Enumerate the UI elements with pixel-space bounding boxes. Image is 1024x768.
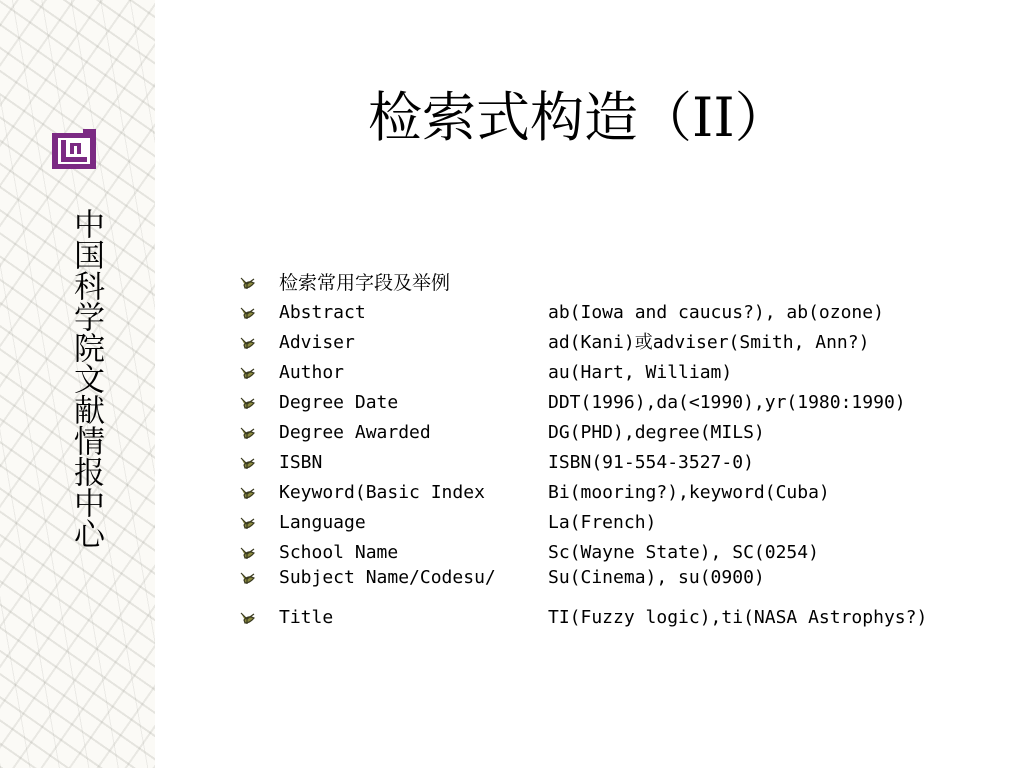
list-item [240,301,1000,325]
list-item [240,606,1000,630]
field-example: DG(PHD),degree(MILS) [548,422,765,443]
list-item [240,361,1000,385]
slide-title: 检索式构造（II） [368,86,789,149]
leaf-bullet-icon [240,306,256,320]
leaf-bullet-icon [240,571,256,585]
field-example: La(French) [548,512,657,533]
organization-name: 中国科学院文献情报中心 [68,208,104,549]
sidebar [0,0,155,768]
field-example: TI(Fuzzy logic),ti(NASA Astrophys?) [548,607,928,628]
field-name: Author [279,362,345,383]
list-item [240,566,1000,590]
list-heading [240,271,1000,295]
field-example: ISBN(91-554-3527-0) [548,452,754,473]
list-heading-text: 检索常用字段及举例 [279,272,451,294]
field-name: Language [279,512,366,533]
field-name: Subject Name/Codesu/ [279,567,496,588]
field-name: Degree Date [279,392,399,413]
leaf-bullet-icon [240,456,256,470]
leaf-bullet-icon [240,611,256,625]
leaf-bullet-icon [240,276,256,290]
field-name: Abstract [279,302,366,323]
list-item [240,451,1000,475]
list-item [240,391,1000,415]
field-example: ad(Kani)或adviser(Smith, Ann?) [548,332,870,353]
field-name: Adviser [279,332,355,353]
list-item [240,331,1000,355]
field-example: DDT(1996),da(<1990),yr(1980:1990) [548,392,906,413]
leaf-bullet-icon [240,336,256,350]
list-item [240,541,1000,565]
leaf-bullet-icon [240,426,256,440]
library-logo-icon [52,129,96,171]
field-example: Sc(Wayne State), SC(0254) [548,542,819,563]
leaf-bullet-icon [240,486,256,500]
field-name: ISBN [279,452,323,473]
field-name: Degree Awarded [279,422,431,443]
leaf-bullet-icon [240,516,256,530]
list-item [240,511,1000,535]
field-name: School Name [279,542,399,563]
list-item [240,421,1000,445]
field-name: Title [279,607,334,628]
leaf-bullet-icon [240,366,256,380]
field-example: Bi(mooring?),keyword(Cuba) [548,482,830,503]
field-example: au(Hart, William) [548,362,733,383]
leaf-bullet-icon [240,396,256,410]
field-example: ab(Iowa and caucus?), ab(ozone) [548,302,884,323]
field-name: Keyword(Basic Index [279,482,485,503]
field-example: Su(Cinema), su(0900) [548,567,765,588]
list-item [240,481,1000,505]
leaf-bullet-icon [240,546,256,560]
